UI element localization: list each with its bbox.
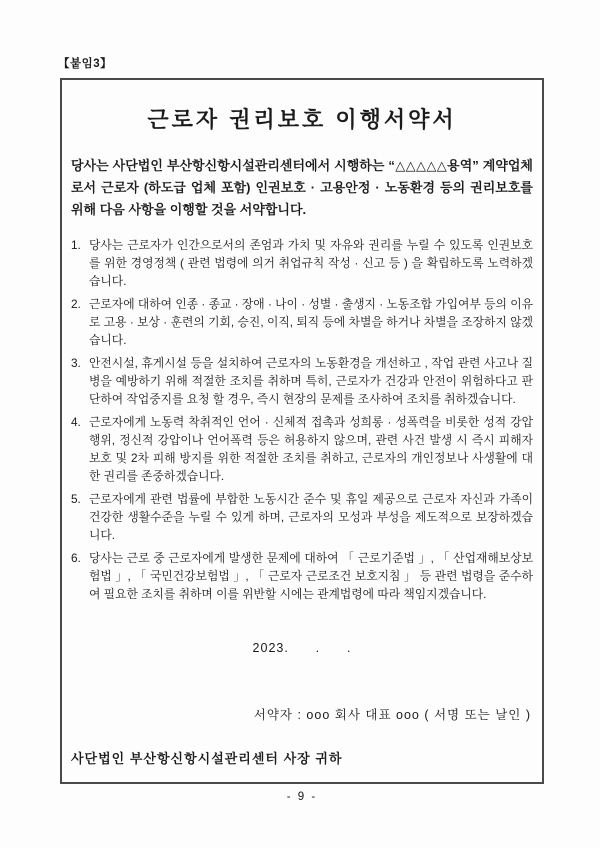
pledge-item-number: 5. xyxy=(71,492,81,506)
pledge-item-6 xyxy=(71,549,533,603)
pledge-item-2 xyxy=(71,295,533,349)
pledge-item-number: 6. xyxy=(71,551,81,565)
pledge-document-box xyxy=(60,78,544,784)
pledge-item-number: 3. xyxy=(71,356,81,370)
attachment-label: 【붙임3】 xyxy=(58,58,113,70)
signer-line: 서약자 : ooo 회사 대표 ooo ( 서명 또는 날인 ) xyxy=(253,708,531,722)
pledge-item-4 xyxy=(71,413,533,485)
pledge-item-5 xyxy=(71,490,533,544)
intro-paragraph: 당사는 사단법인 부산항신항시설관리센터에서 시행하는 “△△△△△용역” 계약업체로서 근로자 (하도급 업체 포함) 인권보호 · 고용안정 · 노동환경 등의 권리보호를 위해 다음 사항을 이행할 것을 서약합니다. xyxy=(71,158,533,217)
pledge-item-text: 당사는 근로 중 근로자에게 발생한 문제에 대하여 「 근로기준법 」, 「 산업재해보상보험법 」, 「 국민건강보험법 」, 「 근로자 근로조건 보호지침 」 등 관련 법령을 준수하여 필요한 조치를 취하며 이를 위반할 시에는 관계법령에 따라 책임지겠습니다. xyxy=(89,551,533,601)
addressee-line: 사단법인 부산항신항시설관리센터 사장 귀하 xyxy=(71,751,343,766)
pledge-item-text: 근로자에게 노동력 착취적인 언어 · 신체적 접촉과 성희롱 · 성폭력을 비롯한 성적 강압행위, 정신적 강압이나 언어폭력 등은 허용하지 않으며, 관련 사건 발생 시 즉시 피해자 보호 및 2차 피해 방지를 위한 적절한 조치를 취하고, 근로자의 개인정보나 사생활에 대한 권리를 존중하겠습니다. xyxy=(89,415,533,483)
page-number: - 9 - xyxy=(286,791,318,803)
pledge-item-text: 근로자에 대하여 인종 · 종교 · 장애 · 나이 · 성별 · 출생지 · 노동조합 가입여부 등의 이유로 고용 · 보상 · 훈련의 기회, 승진, 이직, 퇴직 등에 차별을 하거나 차별을 조장하지 않겠습니다. xyxy=(89,297,533,347)
document-title: 근로자 권리보호 이행서약서 xyxy=(147,107,457,132)
pledge-item-text: 근로자에게 관련 법률에 부합한 노동시간 준수 및 휴일 제공으로 근로자 자신과 가족이 건강한 생활수준을 누릴 수 있게 하며, 근로자의 모성과 부성을 제도적으로 보장하겠습니다. xyxy=(89,492,533,542)
date-line: 2023. . . xyxy=(252,641,352,655)
pledge-item-3 xyxy=(71,354,533,408)
pledge-item-number: 2. xyxy=(71,297,81,311)
pledge-item-1 xyxy=(71,236,533,290)
pledge-item-number: 4. xyxy=(71,415,81,429)
pledge-item-text: 안전시설, 휴게시설 등을 설치하여 근로자의 노동환경을 개선하고 , 작업 관련 사고나 질병을 예방하기 위해 적절한 조치를 취하며 특히, 근로자가 건강과 안전이 위험하다고 판단하여 작업중지를 요청 할 경우, 즉시 현장의 문제를 조사하여 조치를 취하겠습니다. xyxy=(89,356,533,406)
pledge-list xyxy=(71,236,533,603)
pledge-item-text: 당사는 근로자가 인간으로서의 존엄과 가치 및 자유와 권리를 누릴 수 있도록 인권보호를 위한 경영정책 ( 관련 법령에 의거 취업규칙 작성 · 신고 등 ) 을 확립하도록 노력하겠습니다. xyxy=(89,238,533,288)
pledge-item-number: 1. xyxy=(71,238,81,252)
